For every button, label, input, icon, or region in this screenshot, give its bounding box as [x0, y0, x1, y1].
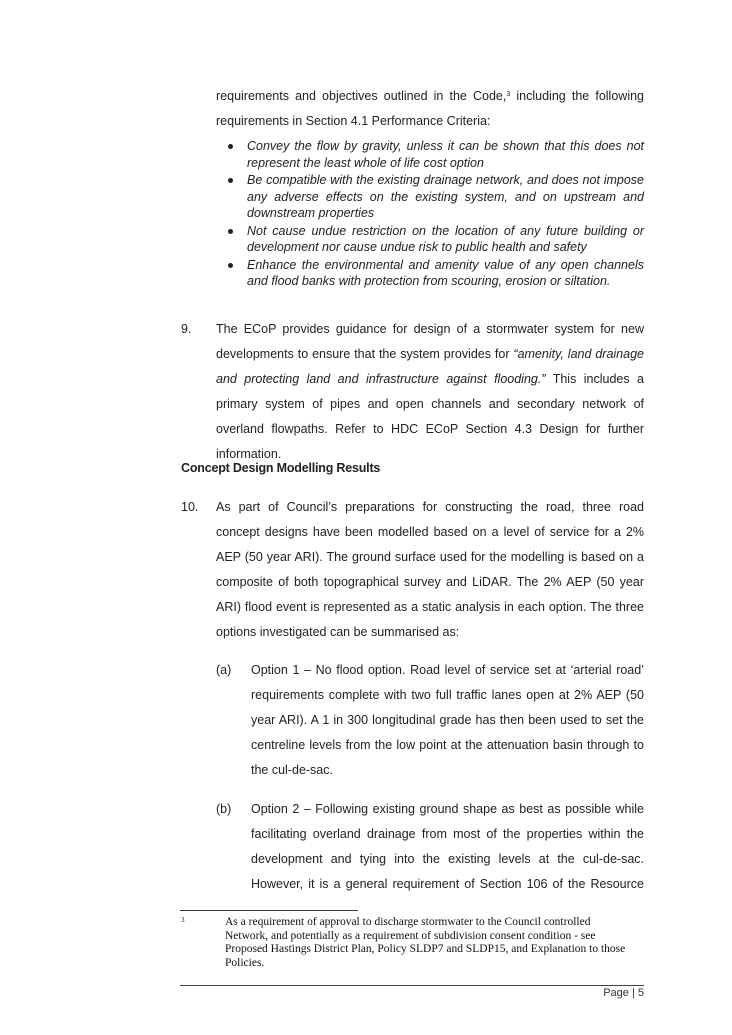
paragraph-9-number: 9. — [181, 322, 192, 336]
option-b-text: Option 2 – Following existing ground shape as best as possible while facilitating overland drainage from most of the properties within the development and tying into the existing levels at the cul-de-sac. However, it is a general requirement of Section 106 of the Resource — [251, 802, 644, 891]
footnote-number: 3 — [181, 916, 185, 924]
bullet-icon — [228, 229, 233, 234]
bullet-icon — [228, 263, 233, 268]
list-item — [228, 138, 644, 171]
paragraph-8-text — [216, 84, 644, 134]
paragraph-9-text — [216, 317, 644, 467]
paragraph-9-text-end: This includes a primary system of pipes and open channels and secondary network of overland flowpaths. Refer to HDC ECoP Section 4.3 Design for further information. — [216, 372, 644, 461]
option-b — [251, 797, 644, 897]
list-item-text: Be compatible with the existing drainage network, and does not impose any adverse effects on the existing system, and on upstream and downstream properties — [247, 173, 644, 220]
paragraph-10-text: As part of Council’s preparations for constructing the road, three road concept designs have been modelled based on a level of service for a 2% AEP (50 year ARI). The ground surface used for the modelling is based on a composite of both topographical survey and LiDAR. The 2% AEP (50 year ARI) flood event is represented as a static analysis in each option. The three options investigated can be summarised as: — [216, 500, 644, 639]
section-heading: Concept Design Modelling Results — [181, 461, 381, 475]
paragraph-8-text-start: requirements and objectives outlined in the Code, — [216, 89, 507, 103]
list-item — [228, 223, 644, 256]
bullet-icon — [228, 178, 233, 183]
option-a-text: Option 1 – No flood option. Road level of service set at ‘arterial road’ requirements complete with two full traffic lanes open at 2% AEP (50 year ARI). A 1 in 300 longitudinal grade has then been used to set the centreline levels from the low point at the attenuation basin through to the cul-de-sac. — [251, 663, 644, 777]
page-number: Page | 5 — [603, 987, 644, 999]
option-a — [251, 658, 644, 783]
list-item — [228, 172, 644, 222]
performance-criteria-list — [228, 138, 644, 290]
footnote-separator — [180, 910, 358, 911]
list-item-text: Not cause undue restriction on the location of any future building or development nor cause undue risk to public health and safety — [247, 223, 644, 254]
paragraph-9-text-start: The ECoP provides guidance for design of a stormwater system for new developments to ensure that the system provides for — [216, 322, 644, 361]
paragraph-9 — [216, 317, 644, 467]
option-b-label: (b) — [216, 802, 232, 816]
footer-separator — [180, 985, 644, 986]
paragraph-8-continuation — [216, 84, 644, 134]
bullet-icon — [228, 144, 233, 149]
list-item-text: Enhance the environmental and amenity value of any open channels and flood banks with protection from scouring, erosion or siltation. — [247, 257, 644, 288]
list-item-text: Convey the flow by gravity, unless it can be shown that this does not represent the least whole of life cost option — [247, 139, 644, 170]
option-a-label: (a) — [216, 663, 232, 677]
paragraph-10-number: 10. — [181, 500, 199, 514]
footnote-reference[interactable]: 3 — [506, 91, 511, 98]
list-item — [228, 257, 644, 290]
paragraph-10 — [216, 495, 644, 645]
paragraph-8-text-end: including the following requirements in Section 4.1 Performance Criteria: — [216, 89, 644, 128]
footnote-text: As a requirement of approval to discharge stormwater to the Council controlled Network, and potentially as a requirement of subdivision consent condition - see Proposed Hastings District Plan, Policy SLDP7 and SLDP15, and Explanation to those Policies. — [225, 916, 626, 969]
paragraph-9-quote: “amenity, land drainage and protecting land and infrastructure against flooding.” — [216, 347, 644, 386]
